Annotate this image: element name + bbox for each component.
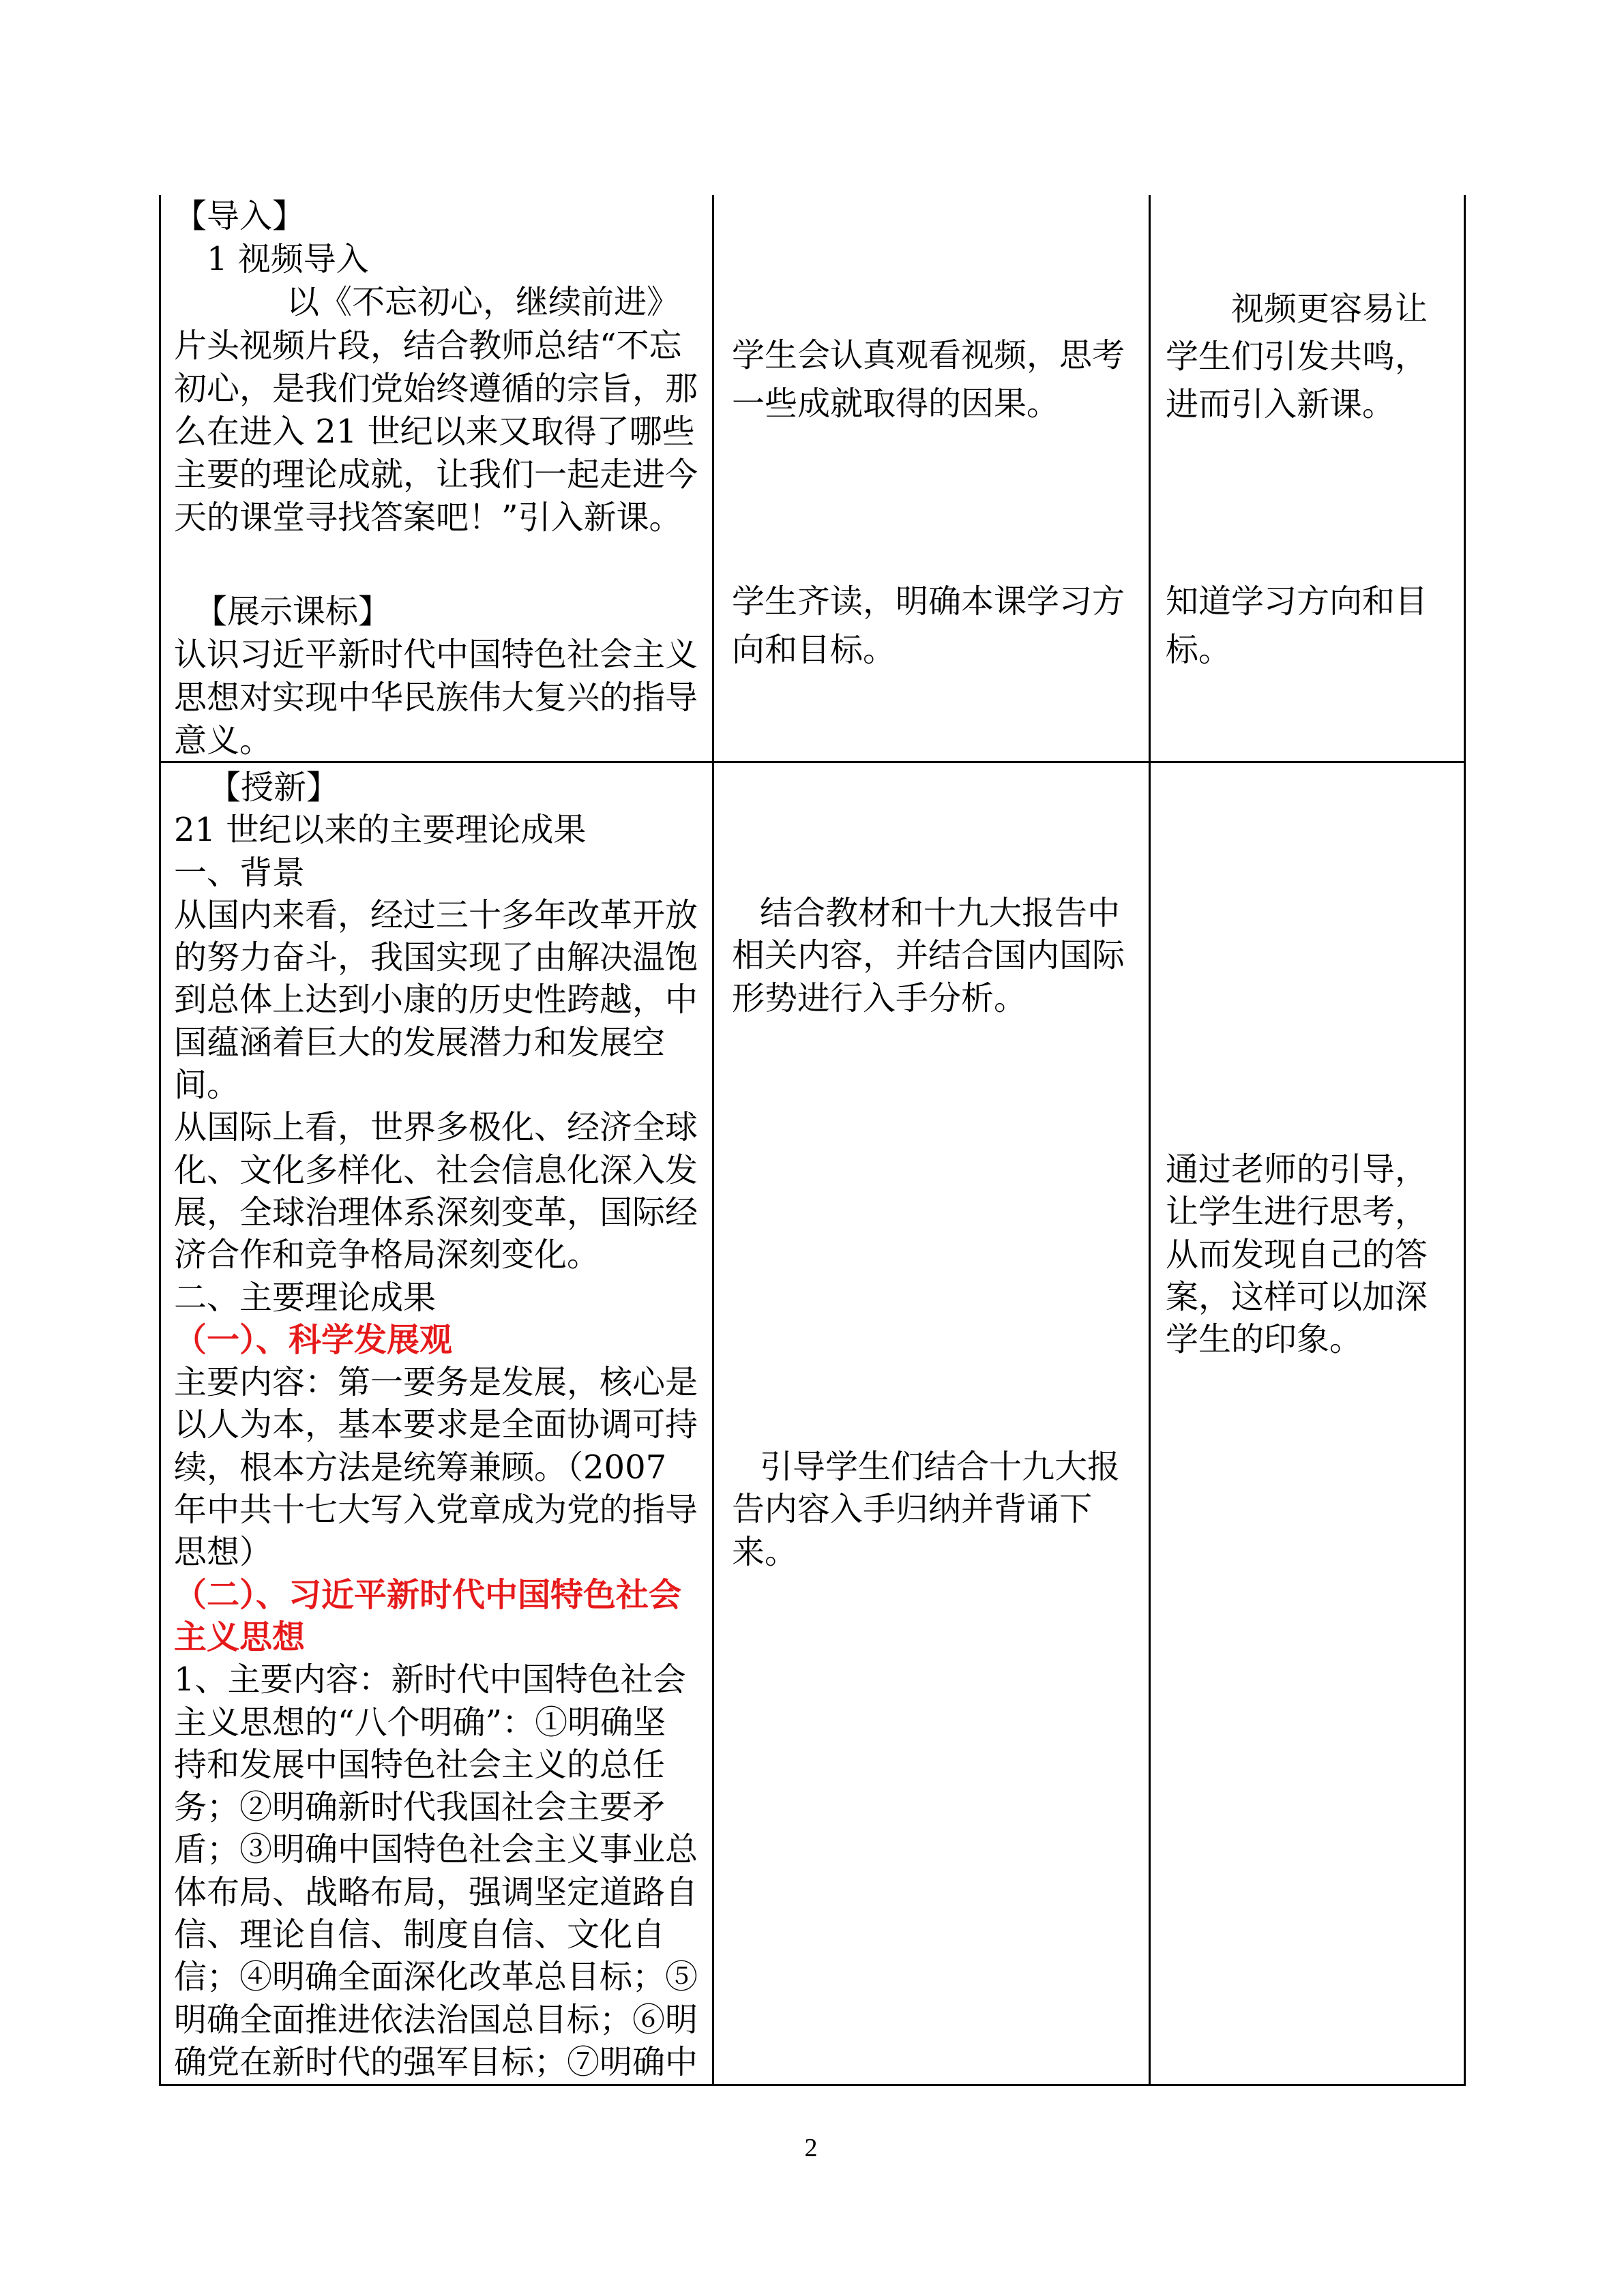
- text-line: 到总体上达到小康的历史性跨越，中: [174, 981, 698, 1019]
- text-line: 务；②明确新时代我国社会主要矛: [174, 1788, 666, 1827]
- text-line: 信；④明确全面深化改革总目标；⑤: [174, 1958, 698, 1997]
- topic-title: 21 世纪以来的主要理论成果: [174, 811, 587, 850]
- text-line: 的努力奋斗，我国实现了由解决温饱: [174, 938, 698, 977]
- video-import-title: 1 视频导入: [207, 240, 369, 279]
- text-line: 学生们引发共鸣，: [1166, 338, 1428, 376]
- student-activity-analysis: [732, 892, 1125, 1019]
- text-line: 思想）: [174, 1533, 273, 1572]
- text-line: 主要的理论成就，让我们一起走进今: [174, 456, 698, 494]
- text-line: 从国际上看，世界多极化、经济全球: [174, 1108, 698, 1147]
- column-divider-2: [1149, 195, 1151, 2086]
- subheading-main-theories: 二、主要理论成果: [174, 1278, 437, 1317]
- table-border-right: [1464, 195, 1466, 2086]
- text-line: 盾；③明确中国特色社会主义事业总: [174, 1830, 698, 1869]
- student-activity-summary: [732, 1446, 1120, 1573]
- text-line: 年中共十七大写入党章成为党的指导: [174, 1491, 698, 1530]
- text-line: 学生的印象。: [1166, 1320, 1363, 1359]
- text-line: 相关内容，并结合国内国际: [732, 936, 1125, 975]
- text-line: 片头视频片段，结合教师总结“不忘: [174, 326, 682, 365]
- text-line: 进而引入新课。: [1166, 385, 1396, 423]
- course-standard-heading: 【展示课标】: [194, 593, 392, 631]
- text-line: 学生会认真观看视频，思考: [732, 336, 1125, 374]
- text-line: 案，这样可以加深: [1166, 1277, 1428, 1316]
- design-intent-teaching: [1166, 1148, 1428, 1360]
- design-intent-standard: [1166, 578, 1428, 674]
- text-line: 知道学习方向和目: [1166, 582, 1428, 621]
- text-line: 告内容入手归纳并背诵下: [732, 1490, 1093, 1529]
- text-line: 1、主要内容：新时代中国特色社会: [174, 1660, 686, 1699]
- table-border-left: [159, 195, 161, 2086]
- text-line: 以《不忘初心，继续前进》: [286, 283, 680, 322]
- text-line: 形势进行入手分析。: [732, 979, 1027, 1017]
- text-line: 体布局、战略布局，强调坚定道路自: [174, 1873, 698, 1911]
- text-line: 向和目标。: [732, 631, 896, 669]
- text-line: 信、理论自信、制度自信、文化自: [174, 1915, 666, 1954]
- text-line: 以人为本，基本要求是全面协调可持: [174, 1405, 698, 1444]
- student-activity-standard: [732, 578, 1125, 674]
- text-line: 持和发展中国特色社会主义的总任: [174, 1745, 666, 1784]
- text-line: 续，根本方法是统筹兼顾。（2007: [174, 1448, 667, 1487]
- text-line: 初心，是我们党始终遵循的宗旨，那: [174, 369, 698, 408]
- text-line: 济合作和竞争格局深刻变化。: [174, 1236, 600, 1274]
- text-line: 么在进入 21 世纪以来又取得了哪些: [174, 413, 695, 451]
- student-activity-intro: [732, 331, 1125, 428]
- text-line: 结合教材和十九大报告中: [760, 894, 1121, 932]
- text-line: 展，全球治理体系深刻变革，国际经: [174, 1193, 698, 1232]
- text-line: 一些成就取得的因果。: [732, 385, 1060, 423]
- text-line: 通过老师的引导，: [1166, 1150, 1428, 1189]
- text-line: 标。: [1166, 631, 1232, 669]
- text-line: 明确全面推进依法治国总目标；⑥明: [174, 2000, 698, 2039]
- highlight-heading-new-era-thought: （二）、习近平新时代中国特色社会: [174, 1575, 682, 1614]
- table-border-bottom: [159, 2084, 1466, 2086]
- text-line: 认识习近平新时代中国特色社会主义: [174, 636, 698, 674]
- text-line: 从而发现自己的答: [1166, 1235, 1428, 1274]
- text-line: 化、文化多样化、社会信息化深入发: [174, 1150, 698, 1189]
- text-line: 国蕴涵着巨大的发展潜力和发展空: [174, 1023, 666, 1062]
- column-divider-1: [712, 195, 714, 2086]
- text-line: 来。: [732, 1532, 798, 1571]
- text-line: 让学生进行思考，: [1166, 1193, 1428, 1232]
- text-line: 意义。: [174, 721, 273, 760]
- import-heading: 【导入】: [174, 197, 306, 235]
- page-number: 2: [804, 2134, 818, 2162]
- text-line: 从国内来看，经过三十多年改革开放: [174, 895, 698, 934]
- text-line: 确党在新时代的强军目标；⑦明确中: [174, 2042, 698, 2081]
- text-line: 天的课堂寻找答案吧！”引入新课。: [174, 498, 682, 537]
- highlight-heading-new-era-thought: 主义思想: [174, 1617, 306, 1656]
- new-lesson-heading: 【授新】: [208, 769, 340, 807]
- text-line: 间。: [174, 1066, 240, 1105]
- text-line: 视频更容易让: [1231, 290, 1428, 328]
- highlight-heading-scientific-outlook: （一）、科学发展观: [174, 1320, 453, 1359]
- text-line: 思想对实现中华民族伟大复兴的指导: [174, 679, 698, 717]
- subheading-background: 一、背景: [174, 853, 306, 892]
- text-line: 引导学生们结合十九大报: [760, 1448, 1121, 1486]
- text-line: 学生齐读，明确本课学习方: [732, 582, 1125, 621]
- course-standard-section: [174, 591, 698, 762]
- import-section: [174, 195, 698, 540]
- design-intent-intro: [1166, 285, 1428, 428]
- text-line: 主要内容：第一要务是发展，核心是: [174, 1363, 698, 1402]
- new-lesson-section: [174, 766, 698, 2083]
- text-line: 主义思想的“八个明确”：①明确坚: [174, 1703, 666, 1742]
